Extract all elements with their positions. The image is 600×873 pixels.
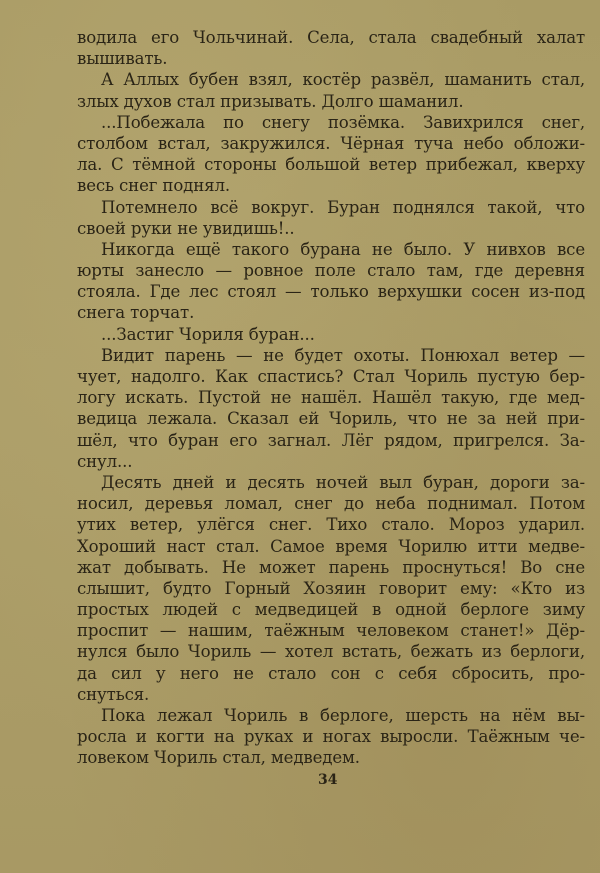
text-line: снуться.	[77, 684, 150, 704]
paragraph	[77, 345, 585, 472]
text-line: проспит — нашим, таёжным человеком станет!» Дёр-	[77, 621, 585, 641]
paragraph	[77, 705, 585, 769]
text-line: росла и когти на руках и ногах выросли. Таёжным че-	[77, 727, 585, 747]
text-line: Хороший наст стал. Самое время Чорилю итти медве-	[77, 536, 585, 556]
text-line: Потемнело всё вокруг. Буран поднялся такой, что	[101, 197, 585, 217]
text-line: чует, надолго. Как спастись? Стал Чориль пустую бер-	[77, 367, 585, 386]
text-line: водила его Чольчинай. Села, стала свадебный халат	[77, 28, 585, 47]
text-line: нулся было Чориль — хотел встать, бежать из берлоги,	[77, 642, 585, 662]
text-line: юрты занесло — ровное поле стало там, где деревня	[77, 261, 585, 281]
text-line: стояла. Где лес стоял — только верхушки сосен из-под	[77, 282, 585, 302]
paragraph	[77, 27, 585, 69]
text-line: весь снег поднял.	[77, 176, 230, 196]
text-line: Десять дней и десять ночей выл буран, дороги за-	[101, 472, 585, 492]
text-line: да сил у него не стало сон с себя сбросить, про-	[77, 663, 585, 683]
text-line: Видит парень — не будет охоты. Понюхал ветер —	[101, 345, 585, 365]
text-line: ла. С тёмной стороны большой ветер прибежал, кверху	[77, 155, 585, 175]
text-line: шёл, что буран его загнал. Лёг рядом, пригрелся. За-	[77, 430, 585, 450]
text-line: ...Побежала по снегу позёмка. Завихрился снег,	[101, 112, 585, 132]
paragraph	[77, 239, 585, 324]
page-number: 34	[318, 772, 338, 788]
text-line: Пока лежал Чориль в берлоге, шерсть на нём вы-	[101, 706, 585, 725]
text-line: простых людей с медведицей в одной берлоге зиму	[77, 600, 585, 620]
text-line: столбом встал, закружился. Чёрная туча небо обложи-	[77, 133, 585, 153]
text-line: слышит, будто Горный Хозяин говорит ему: «Кто из	[77, 578, 585, 598]
paragraph	[77, 324, 585, 345]
paragraph	[77, 112, 585, 197]
paragraph	[77, 197, 585, 239]
text-line: Никогда ещё такого бурана не было. У нивхов все	[101, 239, 585, 259]
text-line: А Аллых бубен взял, костёр развёл, шаманить стал,	[101, 70, 585, 90]
text-line: снега торчат.	[77, 303, 195, 323]
text-line: утих ветер, улёгся снег. Тихо стало. Мороз ударил.	[77, 515, 585, 535]
text-line: носил, деревья ломал, снег до неба поднимал. Потом	[77, 494, 585, 514]
text-line: своей руки не увидишь!..	[77, 218, 295, 238]
text-line: вышивать.	[77, 49, 168, 69]
text-line: жат добывать. Не может парень проснуться! Во сне	[77, 557, 585, 577]
text-line: снул...	[77, 451, 133, 471]
text-line: логу искать. Пустой не нашёл. Нашёл такую, где мед-	[77, 388, 585, 408]
text-line: ...Застиг Чориля буран...	[101, 324, 315, 344]
text-line: злых духов стал призывать. Долго шаманил.	[77, 91, 464, 111]
text-line: ловеком Чориль стал, медведем.	[77, 748, 360, 768]
paragraph	[77, 69, 585, 111]
paragraph	[77, 472, 585, 705]
text-line: ведица лежала. Сказал ей Чориль, что не за ней при-	[77, 409, 585, 429]
body-text	[77, 27, 585, 769]
